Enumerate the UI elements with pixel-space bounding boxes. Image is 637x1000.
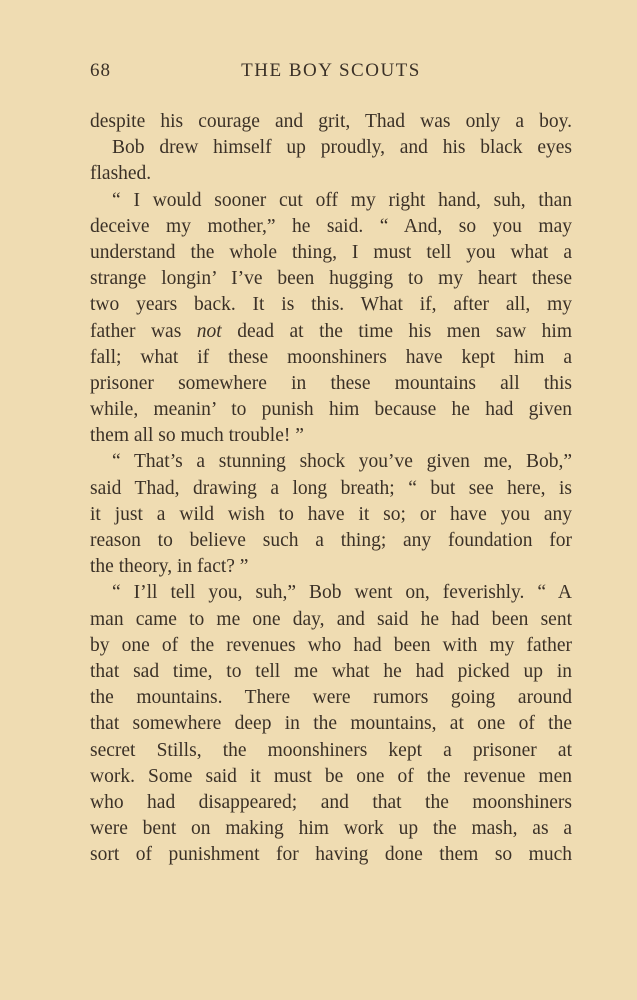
text-line: two years back. It is this. What if, after all, my <box>90 294 572 316</box>
text-line: “ I would sooner cut off my right hand, suh, than <box>112 189 572 211</box>
text-line: the theory, in fact? ” <box>90 556 249 578</box>
text-line: strange longin’ I’ve been hugging to my heart these <box>90 268 572 290</box>
text-line: it just a wild wish to have it so; or have you any <box>90 503 572 525</box>
text-segment: father was <box>90 320 197 342</box>
text-segment: dead at the time his men saw him <box>221 320 572 342</box>
page-number: 68 <box>90 60 111 81</box>
text-line: who had disappeared; and that the moonshiners <box>90 791 572 813</box>
emphasized-word: not <box>196 320 222 342</box>
body-text <box>90 109 572 868</box>
running-title: THE BOY SCOUTS <box>241 60 421 81</box>
text-line: while, meanin’ to punish him because he had given <box>90 399 572 421</box>
text-line: understand the whole thing, I must tell you what a <box>90 241 572 263</box>
text-line <box>90 319 572 345</box>
text-line: them all so much trouble! ” <box>90 425 304 447</box>
text-line: that sad time, to tell me what he had picked up in <box>90 660 572 682</box>
text-line: the mountains. There were rumors going around <box>90 687 572 709</box>
text-line: prisoner somewhere in these mountains all this <box>90 372 572 394</box>
text-line: reason to believe such a thing; any foundation for <box>90 530 572 551</box>
text-line: by one of the revenues who had been with my father <box>90 634 572 656</box>
text-line: flashed. <box>90 163 152 185</box>
text-line: were bent on making him work up the mash, as a <box>90 818 572 840</box>
text-line: work. Some said it must be one of the revenue men <box>90 765 572 787</box>
text-line: sort of punishment for having done them so much <box>90 844 572 866</box>
text-line: “ I’ll tell you, suh,” Bob went on, feverishly. “ A <box>112 582 572 604</box>
text-line: fall; what if these moonshiners have kept him a <box>90 346 572 368</box>
text-line: despite his courage and grit, Thad was only a boy. <box>90 111 572 132</box>
text-line: deceive my mother,” he said. “ And, so you may <box>90 215 572 237</box>
text-line: said Thad, drawing a long breath; “ but see here, is <box>90 477 572 499</box>
text-line: man came to me one day, and said he had been sent <box>90 608 572 630</box>
running-head <box>90 60 572 88</box>
text-line: Bob drew himself up proudly, and his black eyes <box>112 137 572 159</box>
text-line: that somewhere deep in the mountains, at one of the <box>90 713 572 735</box>
text-line: secret Stills, the moonshiners kept a prisoner at <box>90 739 572 761</box>
text-line: “ That’s a stunning shock you’ve given me, Bob,” <box>112 451 572 473</box>
